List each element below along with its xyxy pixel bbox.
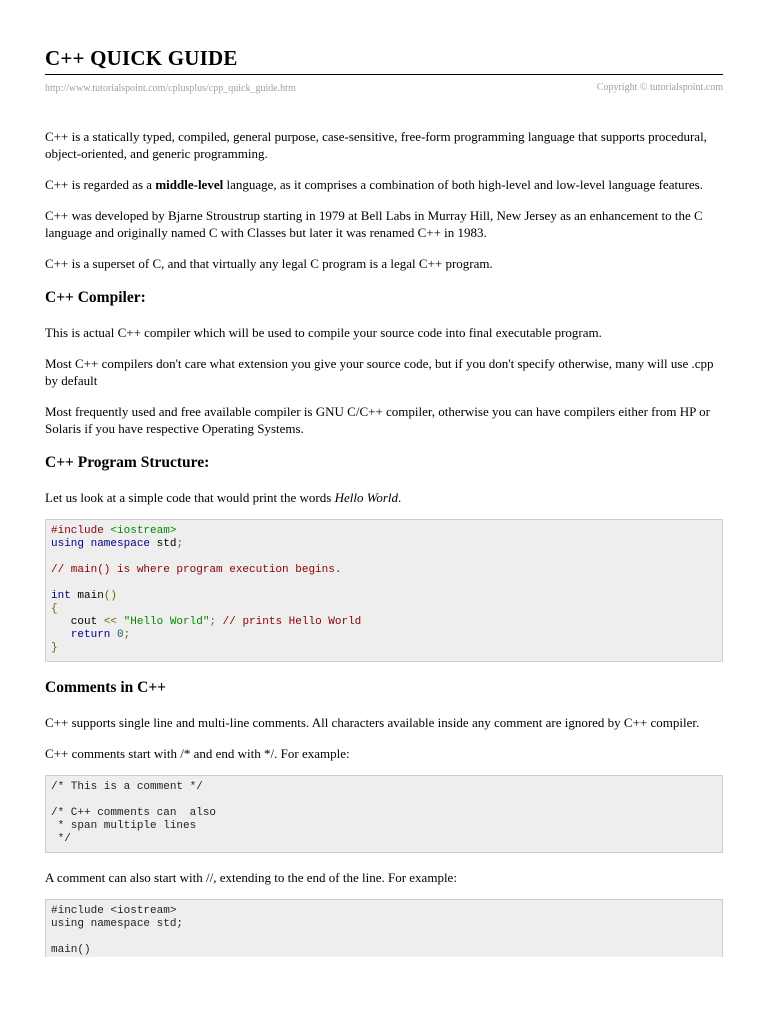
comments-paragraph-1: C++ supports single line and multi-line comments. All characters available inside any comment are ignored by C++ compiler. [45, 715, 700, 730]
structure-heading: C++ Program Structure: [45, 454, 210, 471]
copyright-notice: Copyright © tutorialspoint.com [596, 82, 723, 93]
code-token: cout [51, 616, 104, 628]
code-token: << [103, 616, 118, 628]
code-token: #include [51, 525, 111, 537]
code-line: /* This is a comment */ [51, 781, 203, 793]
code-line [51, 629, 717, 642]
code-token: <iostream> [110, 525, 177, 537]
code-block-single-line-comment [45, 899, 723, 957]
code-line [51, 603, 717, 616]
structure-p1-before: Let us look at a simple code that would print the words [45, 490, 335, 505]
code-token: ; [123, 629, 131, 641]
code-token: std [150, 538, 177, 550]
code-token: } [51, 642, 58, 654]
structure-p1-italic: Hello World [334, 490, 399, 505]
code-line [51, 551, 717, 564]
page-title: C++ QUICK GUIDE [45, 46, 238, 70]
source-url: http://www.tutorialspoint.com/cplusplus/cpp_quick_guide.htm [45, 83, 296, 94]
code-line [51, 577, 717, 590]
compiler-paragraph-3: Most frequently used and free available compiler is GNU C/C++ compiler, otherwise you can have compilers either from HP or Solaris if you have respective Operating Systems. [45, 404, 710, 436]
code-line [51, 525, 717, 538]
code-line: main() [51, 944, 91, 956]
compiler-heading: C++ Compiler: [45, 289, 146, 306]
code-token: // main() is where program execution begins. [51, 564, 342, 576]
code-token: () [103, 590, 118, 602]
code-token: ; [209, 616, 217, 628]
intro-paragraph-2 [45, 176, 723, 193]
title-divider [45, 74, 723, 75]
code-line [51, 538, 717, 551]
intro-paragraph-4: C++ is a superset of C, and that virtually any legal C program is a legal C++ program. [45, 256, 493, 271]
code-token: main [70, 590, 104, 602]
code-token: // prints Hello World [216, 616, 362, 628]
code-token: { [51, 603, 58, 615]
code-line: using namespace std; [51, 918, 184, 930]
code-line [51, 564, 717, 577]
code-line [51, 931, 717, 944]
compiler-paragraph-2: Most C++ compilers don't care what extension you give your source code, but if you don't specify otherwise, many will use .cpp by default [45, 356, 714, 388]
code-token: using namespace [51, 538, 151, 550]
intro-paragraph-3: C++ was developed by Bjarne Stroustrup starting in 1979 at Bell Labs in Murray Hill, New Jersey as an enhancement to the C language and originally named C with Classes but later it was renamed C++ in 1983. [45, 208, 703, 240]
structure-paragraph-1 [45, 489, 723, 506]
structure-p1-after: . [398, 490, 402, 505]
code-block-comments [45, 775, 723, 853]
comments-paragraph-2: C++ comments start with /* and end with */. For example: [45, 746, 350, 761]
code-line [51, 590, 717, 603]
code-line: */ [51, 833, 71, 845]
intro-p2-after: language, as it comprises a combination of both high-level and low-level language features. [223, 177, 703, 192]
code-line [51, 642, 717, 655]
code-line [51, 616, 717, 629]
intro-p2-bold: middle-level [155, 177, 224, 192]
code-line: * span multiple lines [51, 820, 197, 832]
code-token: return [51, 629, 111, 641]
code-token: 0 [110, 629, 124, 641]
code-line: #include <iostream> [51, 905, 177, 917]
code-token: "Hello World" [117, 616, 210, 628]
comments-paragraph-3: A comment can also start with //, extending to the end of the line. For example: [45, 870, 457, 885]
code-block-hello-world [45, 519, 723, 662]
code-token: int [51, 590, 71, 602]
code-line [51, 794, 717, 807]
intro-p2-before: C++ is regarded as a [45, 177, 156, 192]
main-content [45, 128, 723, 972]
code-line: /* C++ comments can also [51, 807, 217, 819]
compiler-paragraph-1: This is actual C++ compiler which will be used to compile your source code into final executable program. [45, 325, 602, 340]
code-token: ; [176, 538, 184, 550]
intro-paragraph-1: C++ is a statically typed, compiled, general purpose, case-sensitive, free-form programming language that supports procedural, object-oriented, and generic programming. [45, 129, 707, 161]
comments-heading: Comments in C++ [45, 679, 166, 696]
